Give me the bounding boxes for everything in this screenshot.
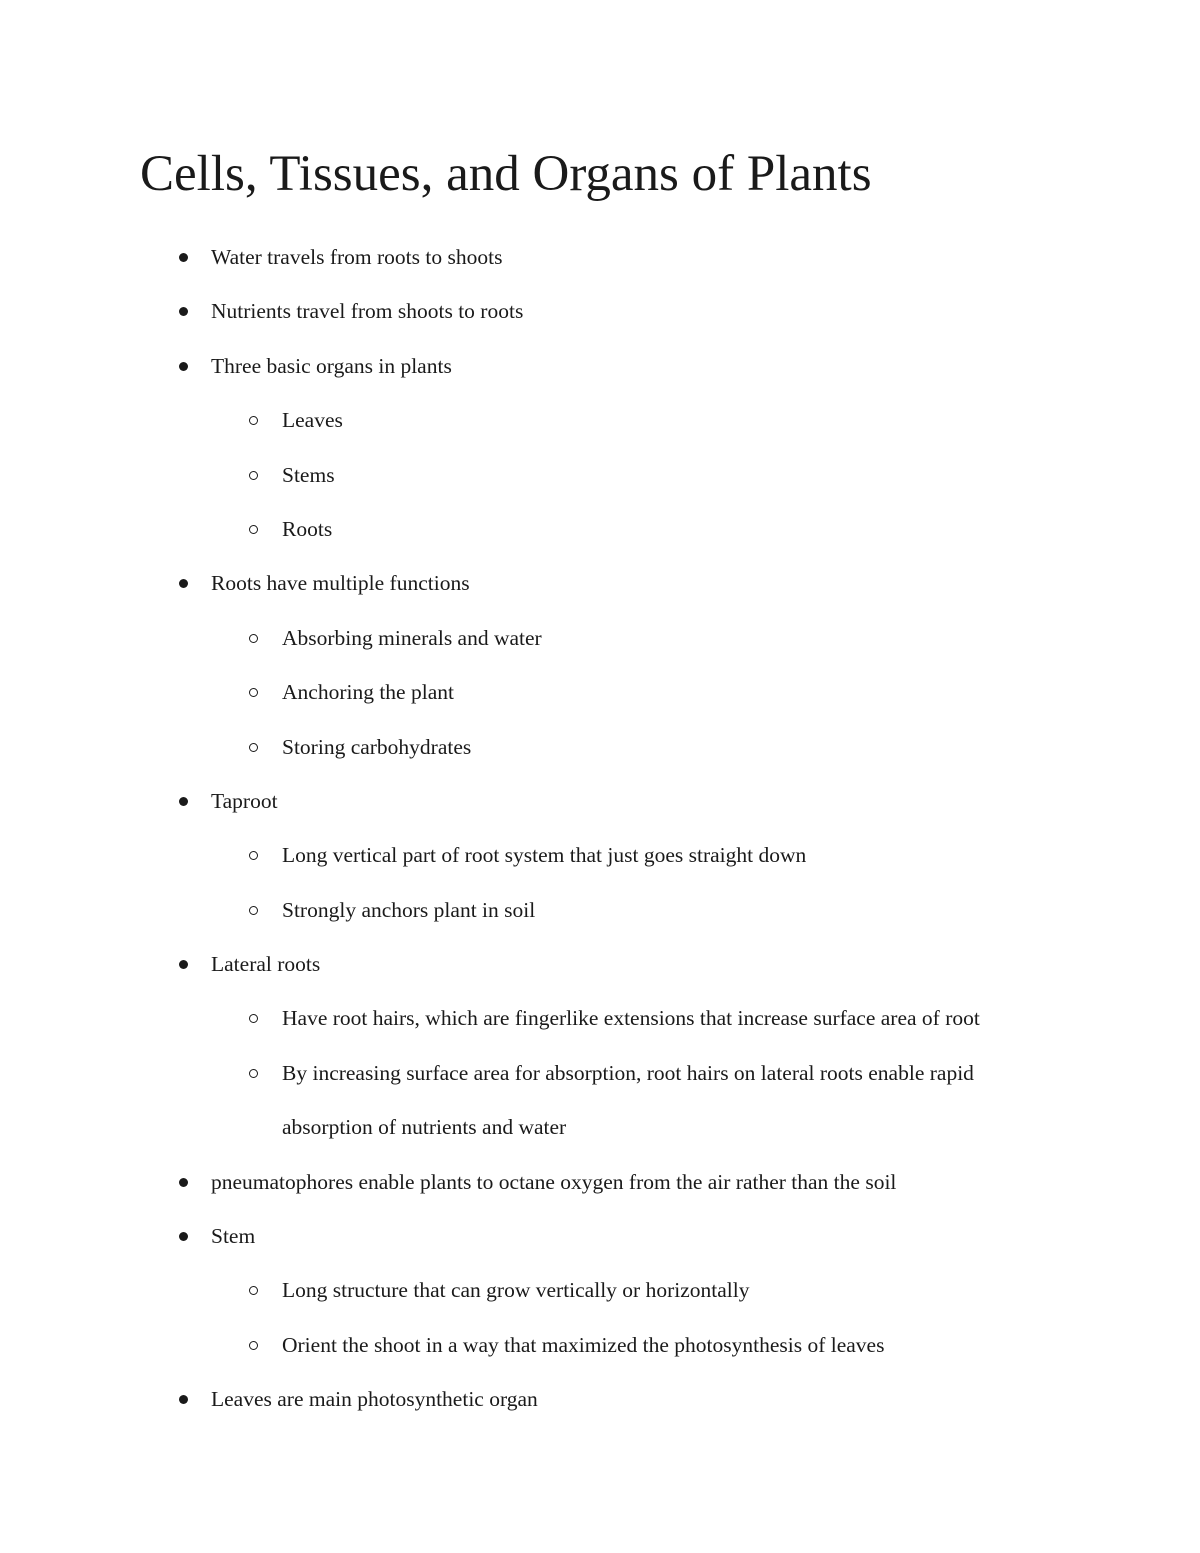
list-item: [0, 339, 1200, 393]
list-item: [0, 937, 1200, 991]
list-item-text: Long vertical part of root system that just goes straight down: [282, 843, 807, 868]
list-item-text: Three basic organs in plants: [211, 353, 452, 378]
hollow-bullet-icon: [249, 471, 258, 480]
list-item: [0, 991, 1200, 1045]
list-item-text: pneumatophores enable plants to octane oxygen from the air rather than the soil: [211, 1169, 897, 1194]
filled-bullet-icon: [179, 797, 188, 806]
document-title: Cells, Tissues, and Organs of Plants: [140, 146, 872, 202]
list-item-text: Water travels from roots to shoots: [211, 245, 503, 269]
list-item-text: Roots have multiple functions: [211, 571, 470, 596]
list-item: [0, 284, 1200, 338]
list-item-text: absorption of nutrients and water: [282, 1115, 567, 1140]
hollow-bullet-icon: [249, 851, 258, 860]
hollow-bullet-icon: [249, 1341, 258, 1350]
list-item: [0, 720, 1200, 774]
list-item: [0, 1046, 1200, 1100]
list-item-text: Anchoring the plant: [282, 680, 454, 705]
list-item: [0, 883, 1200, 937]
filled-bullet-icon: [179, 579, 188, 588]
hollow-bullet-icon: [249, 1014, 258, 1023]
list-item-text: Lateral roots: [211, 952, 321, 977]
hollow-bullet-icon: [249, 525, 258, 534]
list-item: [0, 448, 1200, 502]
list-item: [0, 502, 1200, 556]
list-item: [0, 1155, 1200, 1209]
hollow-bullet-icon: [249, 416, 258, 425]
list-item-text: Leaves: [282, 408, 343, 433]
list-item: [0, 1372, 1200, 1426]
list-item-text: Stem: [211, 1224, 256, 1249]
hollow-bullet-icon: [249, 634, 258, 643]
list-item: [0, 611, 1200, 665]
list-item-text: By increasing surface area for absorption, root hairs on lateral roots enable rapid: [282, 1060, 974, 1085]
filled-bullet-icon: [179, 1178, 188, 1187]
list-item: [0, 828, 1200, 882]
bullet-list: [0, 230, 1200, 1427]
filled-bullet-icon: [179, 362, 188, 371]
hollow-bullet-icon: [249, 688, 258, 697]
list-item-text: Long structure that can grow vertically or horizontally: [282, 1278, 750, 1303]
list-item: [0, 665, 1200, 719]
filled-bullet-icon: [179, 1232, 188, 1241]
hollow-bullet-icon: [249, 743, 258, 752]
list-item-text: Orient the shoot in a way that maximized the photosynthesis of leaves: [282, 1332, 885, 1357]
filled-bullet-icon: [179, 307, 188, 316]
filled-bullet-icon: [179, 960, 188, 969]
list-item: [0, 774, 1200, 828]
list-item-text: Strongly anchors plant in soil: [282, 897, 536, 922]
list-item-text: Stems: [282, 462, 335, 487]
list-item: [0, 230, 1200, 284]
list-item: [0, 556, 1200, 610]
list-item: [0, 1318, 1200, 1372]
list-item-text: Taproot: [211, 788, 278, 813]
list-item: [0, 1263, 1200, 1317]
list-item-text: Storing carbohydrates: [282, 734, 472, 759]
list-item: [0, 393, 1200, 447]
filled-bullet-icon: [179, 1395, 188, 1404]
hollow-bullet-icon: [249, 1069, 258, 1078]
hollow-bullet-icon: [249, 1286, 258, 1295]
list-item-text: Roots: [282, 516, 333, 541]
list-item: [0, 1100, 1200, 1154]
list-item: [0, 1209, 1200, 1263]
hollow-bullet-icon: [249, 906, 258, 915]
filled-bullet-icon: [179, 253, 188, 262]
list-item-text: Leaves are main photosynthetic organ: [211, 1387, 538, 1412]
list-item-text: Have root hairs, which are fingerlike extensions that increase surface area of root: [282, 1006, 980, 1031]
list-item-text: Absorbing minerals and water: [282, 625, 542, 650]
list-item-text: Nutrients travel from shoots to roots: [211, 299, 524, 324]
